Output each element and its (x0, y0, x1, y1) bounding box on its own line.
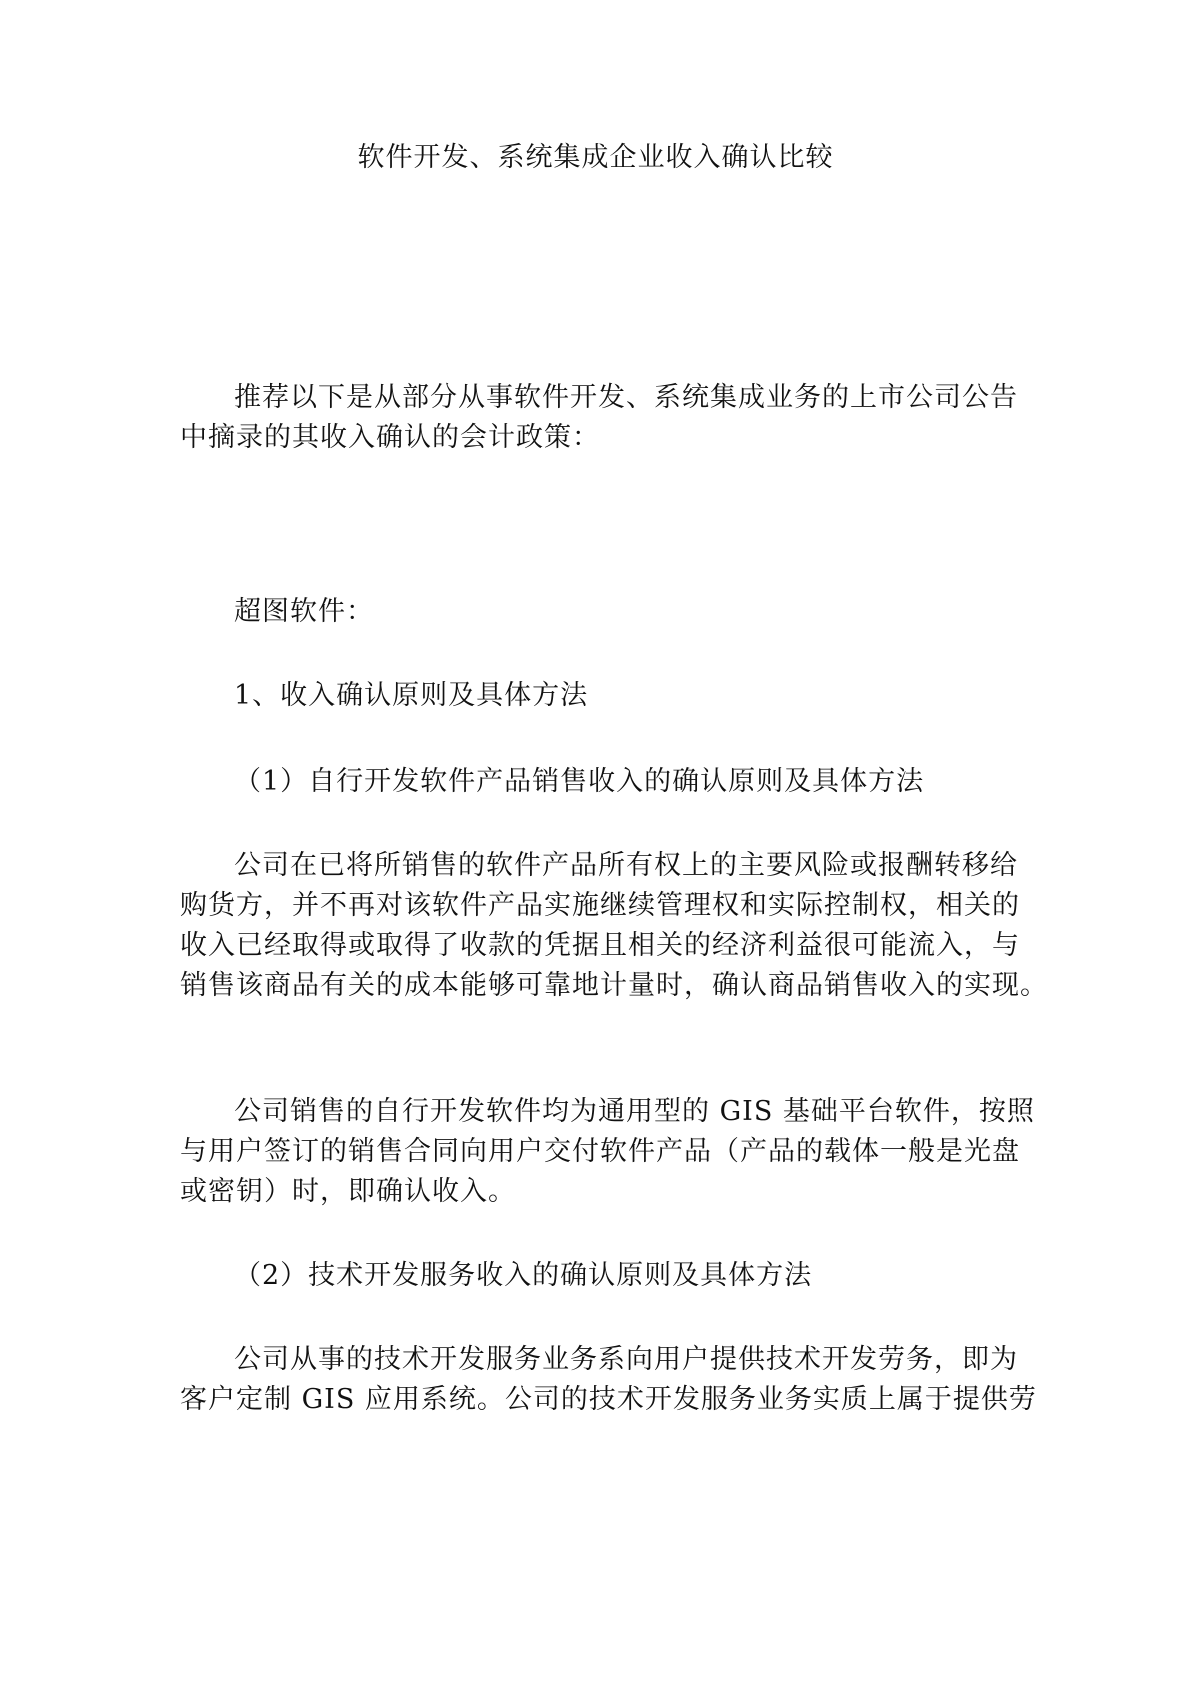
paragraph-2 (180, 1092, 1035, 1212)
paragraph-1-line-2: 购货方，并不再对该软件产品实施继续管理权和实际控制权，相关的 (180, 890, 1020, 921)
subsection-1-title: （1）自行开发软件产品销售收入的确认原则及具体方法 (234, 766, 925, 797)
paragraph-3 (180, 1340, 1037, 1420)
subsection-heading-2 (180, 1256, 1010, 1296)
paragraph-1-line-1: 公司在已将所销售的软件产品所有权上的主要风险或报酬转移给 (234, 850, 1018, 881)
paragraph-1 (180, 846, 1048, 1006)
intro-line-2: 中摘录的其收入确认的会计政策： (180, 422, 600, 453)
company-heading (180, 592, 1010, 632)
paragraph-1-line-4: 销售该商品有关的成本能够可靠地计量时，确认商品销售收入的实现。 (180, 970, 1048, 1001)
subsection-2-title: （2）技术开发服务收入的确认原则及具体方法 (234, 1260, 813, 1291)
paragraph-3-line-1: 公司从事的技术开发服务业务系向用户提供技术开发劳务，即为 (234, 1344, 1018, 1375)
intro-paragraph (180, 378, 1018, 458)
intro-line-1: 推荐以下是从部分从事软件开发、系统集成业务的上市公司公告 (234, 382, 1018, 413)
paragraph-1-line-3: 收入已经取得或取得了收款的凭据且相关的经济利益很可能流入，与 (180, 930, 1020, 961)
paragraph-2-line-1: 公司销售的自行开发软件均为通用型的 GIS 基础平台软件，按照 (234, 1096, 1035, 1127)
section-1-title: 1、收入确认原则及具体方法 (234, 680, 589, 711)
paragraph-2-line-2: 与用户签订的销售合同向用户交付软件产品（产品的载体一般是光盘 (180, 1136, 1020, 1167)
paragraph-2-line-3: 或密钥）时，即确认收入。 (180, 1176, 516, 1207)
company-name: 超图软件： (234, 596, 374, 627)
document-title: 软件开发、系统集成企业收入确认比较 (357, 142, 834, 173)
subsection-heading-1 (180, 762, 1010, 802)
section-heading-1 (180, 676, 1010, 716)
paragraph-3-line-2: 客户定制 GIS 应用系统。公司的技术开发服务业务实质上属于提供劳 (180, 1384, 1037, 1415)
